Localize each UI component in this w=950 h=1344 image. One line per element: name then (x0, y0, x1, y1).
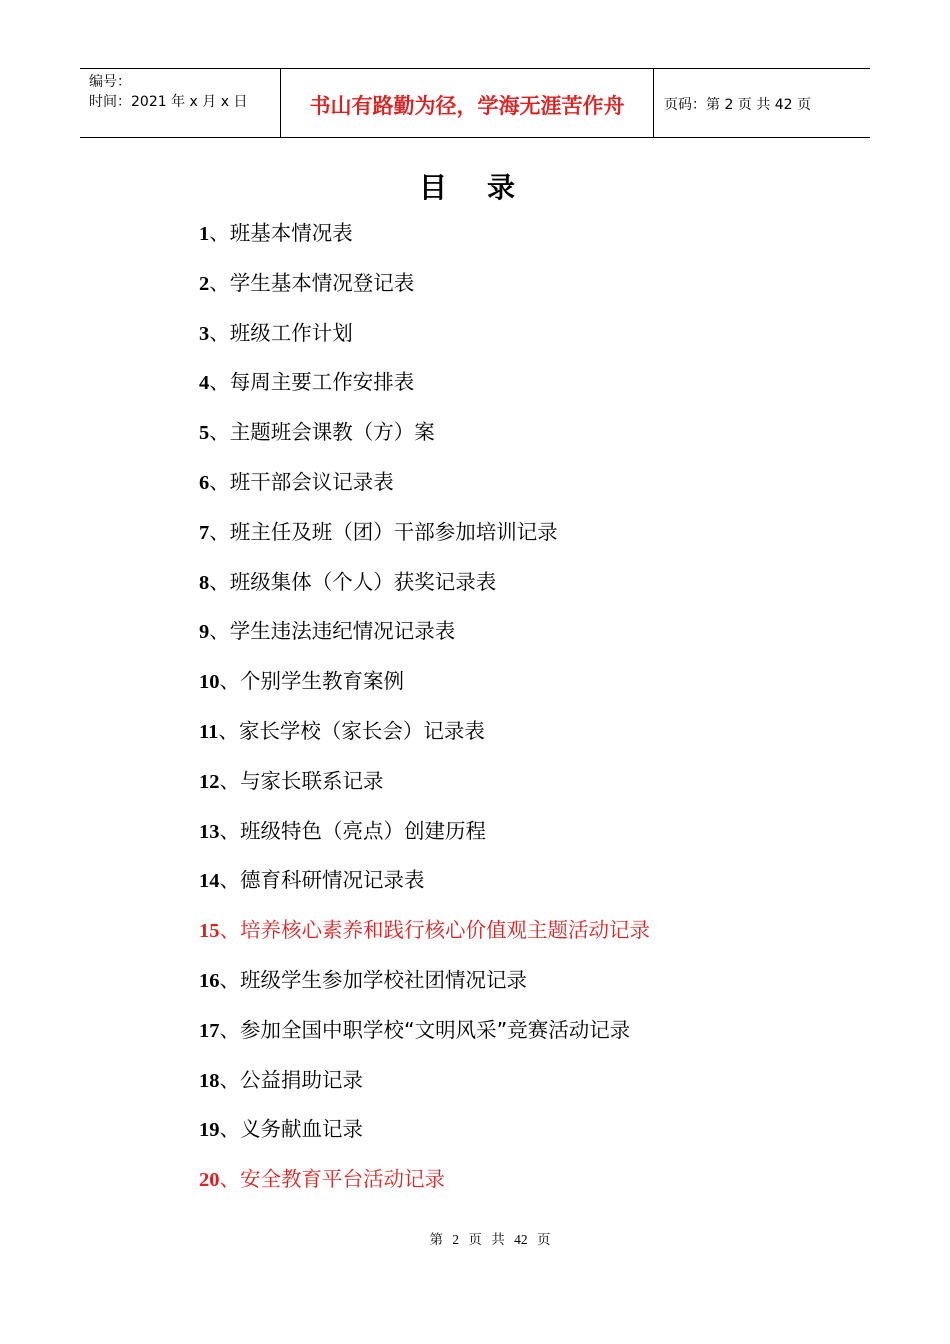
toc-item (199, 466, 650, 516)
header-page-info: 页码：第 2 页 共 42 页 (664, 97, 811, 113)
toc-item-text: 、培养核心素养和践行核心价值观主题活动记录 (219, 918, 650, 943)
header-meta (80, 69, 281, 137)
toc-item (199, 715, 650, 765)
toc-item-text: 、学生违法违纪情况记录表 (209, 619, 456, 644)
toc-item-text: 、义务献血记录 (219, 1117, 363, 1142)
toc-item (199, 217, 650, 267)
table-of-contents (199, 217, 650, 1213)
toc-item-number: 17 (199, 1019, 220, 1042)
toc-item (199, 864, 650, 914)
toc-item-text: 、参加全国中职学校“文明风采”竞赛活动记录 (219, 1017, 631, 1042)
page-title: 目录 (418, 171, 555, 204)
toc-item-number: 16 (199, 969, 220, 992)
toc-item (199, 615, 650, 665)
toc-item (199, 416, 650, 466)
toc-item-text: 、主题班会课教（方）案 (209, 420, 435, 445)
toc-item (199, 1014, 650, 1064)
toc-item (199, 1163, 650, 1213)
toc-item-text: 、班级集体（个人）获奖记录表 (209, 569, 497, 594)
toc-item (199, 566, 650, 616)
toc-item-number: 18 (199, 1069, 220, 1092)
toc-item-text: 、家长学校（家长会）记录表 (218, 718, 485, 743)
toc-item-number: 14 (199, 870, 220, 893)
toc-item-number: 15 (199, 920, 220, 943)
date-label: 时间：2021 年 x 月 x 日 (89, 94, 248, 110)
toc-item (199, 815, 650, 865)
toc-item-number: 20 (199, 1169, 220, 1192)
toc-item-text: 、班级工作计划 (209, 320, 353, 345)
toc-item-text: 、班基本情况表 (209, 221, 353, 245)
toc-item-text: 、与家长联系记录 (219, 768, 384, 793)
toc-item-number: 2 (199, 272, 210, 295)
toc-item-text: 、班级特色（亮点）创建历程 (219, 818, 486, 843)
toc-item (199, 765, 650, 815)
toc-item-number: 6 (199, 471, 210, 494)
toc-item-number: 10 (199, 671, 220, 694)
toc-item-text: 、公益捐助记录 (219, 1067, 363, 1092)
toc-item-text: 、班主任及班（团）干部参加培训记录 (209, 519, 558, 544)
toc-item-number: 4 (199, 372, 210, 395)
toc-item (199, 317, 650, 367)
toc-item-text: 、每周主要工作安排表 (209, 370, 415, 395)
toc-item (199, 267, 650, 317)
toc-item-number: 1 (199, 223, 210, 245)
toc-item-number: 19 (199, 1119, 220, 1142)
toc-item-number: 7 (199, 521, 210, 544)
number-label: 编号： (89, 74, 131, 90)
toc-item (199, 366, 650, 416)
toc-item (199, 516, 650, 566)
page-header (80, 68, 870, 138)
toc-item-number: 12 (199, 770, 220, 793)
toc-item (199, 665, 650, 715)
toc-item-text: 、班级学生参加学校社团情况记录 (219, 967, 527, 992)
toc-item (199, 1064, 650, 1114)
toc-item-number: 5 (199, 422, 210, 445)
toc-item-text: 、德育科研情况记录表 (219, 868, 425, 893)
toc-item-number: 8 (199, 571, 210, 594)
header-motto: 书山有路勤为径，学海无涯苦作舟 (281, 69, 654, 137)
toc-item-text: 、学生基本情况登记表 (209, 270, 415, 295)
toc-item (199, 914, 650, 964)
toc-item (199, 964, 650, 1014)
toc-item (199, 1113, 650, 1163)
toc-item-text: 、安全教育平台活动记录 (219, 1167, 445, 1192)
toc-item-text: 、班干部会议记录表 (209, 469, 394, 494)
toc-item-text: 、个别学生教育案例 (219, 669, 404, 694)
toc-item-number: 3 (199, 322, 210, 345)
toc-item-number: 9 (199, 621, 210, 644)
toc-item-number: 11 (199, 720, 219, 743)
toc-item-number: 13 (199, 820, 220, 843)
page-footer: 第 2 页 共 42 页 (429, 1232, 551, 1247)
